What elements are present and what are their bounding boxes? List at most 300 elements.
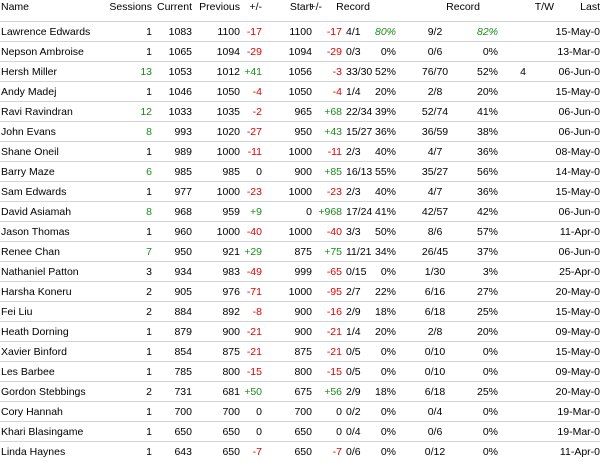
header-start-delta[interactable]: +/- bbox=[309, 1, 322, 13]
cell-sessions: 8 bbox=[146, 126, 152, 138]
cell-prev-delta: 0 bbox=[256, 426, 262, 438]
cell-start-delta: -17 bbox=[326, 26, 342, 38]
table-row[interactable] bbox=[0, 41, 600, 62]
cell-tw bbox=[504, 422, 526, 442]
cell-start: 650 bbox=[294, 426, 312, 438]
header-sessions[interactable]: Sessions bbox=[109, 1, 152, 13]
cell-record-1-pct: 0% bbox=[380, 266, 396, 278]
cell-current: 989 bbox=[174, 146, 192, 158]
cell-record-1: 0/5 bbox=[346, 366, 361, 378]
cell-sessions: 1 bbox=[146, 226, 152, 238]
cell-start-delta: -95 bbox=[326, 286, 342, 298]
cell-record-2: 76/70 bbox=[421, 66, 449, 78]
cell-previous: 1035 bbox=[216, 106, 240, 118]
cell-sessions: 13 bbox=[140, 66, 152, 78]
cell-tw bbox=[504, 122, 526, 142]
cell-name: Harsha Koneru bbox=[1, 286, 72, 298]
cell-sessions: 6 bbox=[146, 166, 152, 178]
cell-sessions: 12 bbox=[140, 106, 152, 118]
cell-start-delta: -7 bbox=[332, 446, 342, 458]
cell-last: 09-May-0 bbox=[555, 366, 600, 378]
cell-prev-delta: -27 bbox=[246, 126, 262, 138]
cell-record-1-pct: 0% bbox=[380, 446, 396, 458]
cell-record-1-pct: 39% bbox=[374, 106, 396, 118]
cell-record-1: 16/13 bbox=[346, 166, 373, 178]
cell-record-2-pct: 52% bbox=[476, 66, 498, 78]
cell-previous: 1000 bbox=[216, 226, 240, 238]
table-row[interactable] bbox=[0, 361, 600, 382]
cell-tw bbox=[504, 22, 526, 42]
cell-record-2-pct: 25% bbox=[476, 306, 498, 318]
cell-current: 884 bbox=[174, 306, 192, 318]
cell-name: Hersh Miller bbox=[1, 66, 58, 78]
cell-prev-delta: -15 bbox=[246, 366, 262, 378]
table-row[interactable] bbox=[0, 241, 600, 262]
cell-name: Heath Dorning bbox=[1, 326, 69, 338]
cell-record-1: 22/34 bbox=[346, 106, 373, 118]
cell-current: 968 bbox=[174, 206, 192, 218]
cell-last: 09-May-0 bbox=[555, 326, 600, 338]
cell-tw bbox=[504, 202, 526, 222]
table-row[interactable] bbox=[0, 341, 600, 362]
cell-last: 15-May-0 bbox=[555, 186, 600, 198]
cell-start: 950 bbox=[294, 126, 312, 138]
table-row[interactable] bbox=[0, 281, 600, 302]
cell-last: 08-May-0 bbox=[555, 146, 600, 158]
cell-current: 700 bbox=[174, 406, 192, 418]
cell-name: Khari Blasingame bbox=[1, 426, 84, 438]
cell-start-delta: -40 bbox=[326, 226, 342, 238]
cell-current: 977 bbox=[174, 186, 192, 198]
cell-current: 1065 bbox=[168, 46, 192, 58]
cell-prev-delta: 0 bbox=[256, 166, 262, 178]
table-row[interactable] bbox=[0, 141, 600, 162]
cell-current: 960 bbox=[174, 226, 192, 238]
cell-start: 800 bbox=[294, 366, 312, 378]
cell-start-delta: -11 bbox=[327, 146, 342, 158]
cell-record-2-pct: 57% bbox=[476, 226, 498, 238]
cell-start: 650 bbox=[294, 446, 312, 458]
cell-record-2-pct: 20% bbox=[476, 326, 498, 338]
cell-record-2: 0/10 bbox=[424, 346, 446, 358]
cell-record-2: 6/18 bbox=[424, 386, 446, 398]
cell-tw bbox=[504, 102, 526, 122]
cell-prev-delta: +50 bbox=[244, 386, 262, 398]
cell-record-1: 33/30 bbox=[346, 66, 373, 78]
cell-record-1: 3/3 bbox=[346, 226, 361, 238]
cell-start-delta: +75 bbox=[324, 246, 342, 258]
header-name[interactable]: Name bbox=[1, 1, 30, 13]
table-row[interactable] bbox=[0, 261, 600, 282]
cell-name: David Asiamah bbox=[1, 206, 72, 218]
cell-sessions: 2 bbox=[146, 386, 152, 398]
header-record-1[interactable]: Record bbox=[336, 1, 370, 13]
cell-prev-delta: -40 bbox=[246, 226, 262, 238]
cell-start: 675 bbox=[294, 386, 312, 398]
cell-current: 643 bbox=[174, 446, 192, 458]
cell-start: 1000 bbox=[288, 226, 312, 238]
cell-current: 934 bbox=[174, 266, 192, 278]
cell-record-1: 17/24 bbox=[346, 206, 373, 218]
cell-sessions: 1 bbox=[146, 346, 152, 358]
cell-previous: 650 bbox=[222, 446, 240, 458]
cell-last: 13-Mar-0 bbox=[557, 46, 600, 58]
cell-record-2: 36/59 bbox=[421, 126, 449, 138]
cell-record-2-pct: 27% bbox=[476, 286, 498, 298]
cell-record-1-pct: 20% bbox=[374, 86, 396, 98]
cell-name: Cory Hannah bbox=[1, 406, 63, 418]
cell-prev-delta: +41 bbox=[244, 66, 262, 78]
cell-start: 1000 bbox=[288, 286, 312, 298]
cell-sessions: 1 bbox=[146, 406, 152, 418]
cell-tw bbox=[504, 282, 526, 302]
cell-record-2: 4/7 bbox=[427, 186, 443, 198]
cell-record-1-pct: 20% bbox=[374, 326, 396, 338]
cell-record-2-pct: 0% bbox=[482, 46, 498, 58]
cell-start-delta: -15 bbox=[326, 366, 342, 378]
cell-name: Barry Maze bbox=[1, 166, 55, 178]
cell-previous: 650 bbox=[222, 426, 240, 438]
cell-start: 1050 bbox=[288, 86, 312, 98]
cell-name: Nathaniel Patton bbox=[1, 266, 79, 278]
cell-previous: 1100 bbox=[217, 26, 240, 38]
cell-start-delta: -4 bbox=[332, 86, 342, 98]
cell-record-2: 0/12 bbox=[424, 446, 446, 458]
cell-last: 15-May-0 bbox=[555, 346, 600, 358]
cell-name: John Evans bbox=[1, 126, 56, 138]
cell-prev-delta: +9 bbox=[250, 206, 262, 218]
cell-start: 900 bbox=[294, 326, 312, 338]
cell-record-1: 1/4 bbox=[346, 326, 361, 338]
cell-tw bbox=[504, 402, 526, 422]
cell-sessions: 1 bbox=[146, 446, 152, 458]
header-last[interactable]: Last bbox=[580, 1, 600, 13]
cell-record-1-pct: 40% bbox=[374, 186, 396, 198]
cell-previous: 681 bbox=[222, 386, 240, 398]
cell-record-1: 0/15 bbox=[346, 266, 367, 278]
cell-record-2-pct: 20% bbox=[476, 86, 498, 98]
cell-record-2-pct: 41% bbox=[476, 106, 498, 118]
table-row[interactable] bbox=[0, 221, 600, 242]
cell-previous: 959 bbox=[222, 206, 240, 218]
cell-previous: 875 bbox=[222, 346, 240, 358]
cell-record-1-pct: 40% bbox=[374, 146, 396, 158]
cell-record-1: 15/27 bbox=[346, 126, 373, 138]
cell-record-2: 26/45 bbox=[421, 246, 449, 258]
cell-record-2-pct: 36% bbox=[476, 146, 498, 158]
cell-record-2-pct: 0% bbox=[482, 446, 498, 458]
cell-sessions: 1 bbox=[146, 46, 152, 58]
cell-tw bbox=[504, 262, 526, 282]
header-previous[interactable]: Previous bbox=[199, 1, 240, 13]
cell-record-2: 0/10 bbox=[424, 366, 446, 378]
cell-record-1-pct: 52% bbox=[374, 66, 396, 78]
cell-sessions: 1 bbox=[146, 26, 152, 38]
cell-previous: 1020 bbox=[216, 126, 240, 138]
cell-start: 900 bbox=[294, 306, 312, 318]
cell-record-2: 1/30 bbox=[424, 266, 446, 278]
cell-record-2: 8/6 bbox=[427, 226, 443, 238]
cell-tw bbox=[504, 362, 526, 382]
cell-start: 1056 bbox=[288, 66, 312, 78]
cell-prev-delta: 0 bbox=[256, 406, 262, 418]
cell-record-2: 0/6 bbox=[427, 46, 443, 58]
cell-current: 1083 bbox=[168, 26, 192, 38]
table-row[interactable] bbox=[0, 421, 600, 442]
cell-prev-delta: -4 bbox=[252, 86, 262, 98]
header-prev-delta[interactable]: +/- bbox=[249, 1, 262, 13]
cell-record-1: 2/9 bbox=[346, 306, 361, 318]
cell-prev-delta: -17 bbox=[246, 26, 262, 38]
cell-prev-delta: -7 bbox=[252, 446, 262, 458]
cell-name: Fei Liu bbox=[1, 306, 33, 318]
cell-record-1: 4/1 bbox=[346, 26, 361, 38]
cell-record-2-pct: 37% bbox=[476, 246, 498, 258]
cell-prev-delta: -21 bbox=[246, 346, 262, 358]
cell-start: 1094 bbox=[288, 46, 312, 58]
cell-name: Lawrence Edwards bbox=[1, 26, 91, 38]
cell-tw bbox=[504, 442, 526, 462]
cell-current: 1033 bbox=[168, 106, 192, 118]
cell-current: 731 bbox=[174, 386, 192, 398]
cell-name: Jason Thomas bbox=[1, 226, 70, 238]
cell-record-2-pct: 38% bbox=[476, 126, 498, 138]
cell-prev-delta: -2 bbox=[252, 106, 262, 118]
table-row[interactable] bbox=[0, 301, 600, 322]
cell-start-delta: 0 bbox=[336, 406, 342, 418]
cell-prev-delta: +29 bbox=[244, 246, 262, 258]
cell-record-2-pct: 56% bbox=[476, 166, 498, 178]
cell-current: 1046 bbox=[168, 86, 192, 98]
cell-record-2-pct: 0% bbox=[482, 366, 498, 378]
cell-last: 19-Mar-0 bbox=[557, 406, 600, 418]
cell-last: 11-Apr-0 bbox=[559, 226, 600, 238]
cell-name: Shane Oneil bbox=[1, 146, 59, 158]
cell-record-1: 0/6 bbox=[346, 446, 361, 458]
cell-sessions: 2 bbox=[146, 306, 152, 318]
cell-previous: 700 bbox=[222, 406, 240, 418]
cell-sessions: 1 bbox=[146, 146, 152, 158]
cell-record-1: 2/3 bbox=[346, 186, 361, 198]
cell-record-1-pct: 0% bbox=[380, 346, 396, 358]
table-row[interactable] bbox=[0, 81, 600, 102]
cell-record-1: 2/7 bbox=[346, 286, 361, 298]
table-row[interactable] bbox=[0, 441, 600, 462]
cell-name: Linda Haynes bbox=[1, 446, 66, 458]
cell-record-2-pct: 0% bbox=[482, 406, 498, 418]
cell-sessions: 1 bbox=[146, 326, 152, 338]
cell-name: Nepson Ambroise bbox=[1, 46, 84, 58]
table-row[interactable] bbox=[0, 181, 600, 202]
cell-start: 1100 bbox=[289, 26, 312, 38]
cell-record-1-pct: 55% bbox=[374, 166, 396, 178]
cell-last: 06-Jun-0 bbox=[558, 206, 600, 218]
cell-current: 854 bbox=[174, 346, 192, 358]
cell-prev-delta: -71 bbox=[246, 286, 262, 298]
cell-start-delta: -29 bbox=[326, 46, 342, 58]
table-row[interactable] bbox=[0, 161, 600, 182]
cell-start-delta: +43 bbox=[324, 126, 342, 138]
table-row[interactable] bbox=[0, 61, 600, 82]
cell-record-1: 11/21 bbox=[346, 246, 372, 258]
cell-last: 06-Jun-0 bbox=[558, 246, 600, 258]
cell-record-1: 0/5 bbox=[346, 346, 361, 358]
cell-start: 965 bbox=[294, 106, 312, 118]
cell-start: 900 bbox=[294, 166, 312, 178]
cell-start-delta: +85 bbox=[324, 166, 342, 178]
cell-record-2: 9/2 bbox=[427, 26, 443, 38]
cell-last: 19-Mar-0 bbox=[557, 426, 600, 438]
cell-start: 0 bbox=[306, 206, 312, 218]
cell-record-1: 2/3 bbox=[346, 146, 361, 158]
cell-prev-delta: -8 bbox=[252, 306, 262, 318]
cell-name: Gordon Stebbings bbox=[1, 386, 86, 398]
cell-tw bbox=[504, 182, 526, 202]
cell-start: 875 bbox=[294, 246, 312, 258]
cell-record-2-pct: 25% bbox=[476, 386, 498, 398]
cell-record-2: 4/7 bbox=[427, 146, 443, 158]
cell-previous: 1012 bbox=[216, 66, 240, 78]
cell-name: Sam Edwards bbox=[1, 186, 67, 198]
cell-sessions: 1 bbox=[146, 426, 152, 438]
cell-prev-delta: -21 bbox=[246, 326, 262, 338]
cell-previous: 800 bbox=[222, 366, 240, 378]
cell-record-1-pct: 0% bbox=[380, 426, 396, 438]
cell-record-2-pct: 0% bbox=[482, 346, 498, 358]
cell-record-1-pct: 80% bbox=[374, 26, 396, 38]
cell-name: Les Barbee bbox=[1, 366, 55, 378]
cell-sessions: 7 bbox=[146, 246, 152, 258]
cell-prev-delta: -23 bbox=[246, 186, 262, 198]
cell-record-1-pct: 18% bbox=[374, 306, 396, 318]
cell-record-1: 0/3 bbox=[346, 46, 361, 58]
header-row bbox=[0, 0, 600, 17]
cell-last: 25-Apr-0 bbox=[559, 266, 600, 278]
table-row[interactable] bbox=[0, 201, 600, 222]
cell-last: 15-May-0 bbox=[555, 86, 600, 98]
cell-tw bbox=[504, 42, 526, 62]
cell-record-1: 2/9 bbox=[346, 386, 361, 398]
cell-start-delta: -65 bbox=[326, 266, 342, 278]
cell-current: 985 bbox=[174, 166, 192, 178]
cell-tw bbox=[504, 142, 526, 162]
cell-name: Andy Madej bbox=[1, 86, 57, 98]
cell-current: 993 bbox=[174, 126, 192, 138]
cell-record-2: 6/16 bbox=[424, 286, 446, 298]
cell-record-1-pct: 18% bbox=[374, 386, 396, 398]
cell-record-1-pct: 0% bbox=[380, 406, 396, 418]
cell-sessions: 1 bbox=[146, 86, 152, 98]
cell-previous: 921 bbox=[222, 246, 240, 258]
cell-record-2-pct: 36% bbox=[476, 186, 498, 198]
cell-current: 650 bbox=[174, 426, 192, 438]
cell-tw bbox=[504, 162, 526, 182]
header-start[interactable]: Start bbox=[289, 1, 312, 13]
cell-name: Ravi Ravindran bbox=[1, 106, 73, 118]
cell-start: 999 bbox=[294, 266, 312, 278]
table-row[interactable] bbox=[0, 101, 600, 122]
cell-last: 14-May-0 bbox=[555, 166, 600, 178]
cell-record-1: 0/2 bbox=[346, 406, 361, 418]
cell-current: 950 bbox=[174, 246, 192, 258]
cell-record-1-pct: 22% bbox=[374, 286, 396, 298]
cell-record-2-pct: 0% bbox=[482, 426, 498, 438]
cell-previous: 892 bbox=[222, 306, 240, 318]
cell-record-2-pct: 42% bbox=[476, 206, 498, 218]
cell-sessions: 1 bbox=[146, 366, 152, 378]
cell-record-1-pct: 36% bbox=[374, 126, 396, 138]
cell-last: 15-May-0 bbox=[555, 26, 600, 38]
cell-name: Renee Chan bbox=[1, 246, 60, 258]
cell-record-2-pct: 82% bbox=[476, 26, 498, 38]
cell-record-2: 2/8 bbox=[427, 86, 443, 98]
cell-record-2: 6/18 bbox=[424, 306, 446, 318]
table-row[interactable] bbox=[0, 321, 600, 342]
cell-start: 1000 bbox=[288, 186, 312, 198]
cell-last: 06-Jun-0 bbox=[558, 66, 600, 78]
cell-start-delta: -21 bbox=[326, 326, 342, 338]
table-row[interactable] bbox=[0, 21, 600, 42]
cell-previous: 900 bbox=[222, 326, 240, 338]
cell-record-2: 52/74 bbox=[421, 106, 449, 118]
cell-tw bbox=[504, 242, 526, 262]
cell-prev-delta: -11 bbox=[247, 146, 262, 158]
table-row[interactable] bbox=[0, 401, 600, 422]
cell-last: 06-Jun-0 bbox=[558, 106, 600, 118]
cell-record-2: 0/4 bbox=[427, 406, 443, 418]
cell-record-2: 42/57 bbox=[421, 206, 449, 218]
cell-start: 1000 bbox=[288, 146, 312, 158]
cell-record-2: 35/27 bbox=[421, 166, 449, 178]
table-row[interactable] bbox=[0, 381, 600, 402]
cell-current: 785 bbox=[174, 366, 192, 378]
cell-last: 15-May-0 bbox=[555, 306, 600, 318]
header-tw[interactable]: T/W bbox=[534, 1, 554, 13]
cell-record-1: 1/4 bbox=[346, 86, 361, 98]
cell-record-2: 0/6 bbox=[427, 426, 443, 438]
cell-sessions: 3 bbox=[146, 266, 152, 278]
header-current[interactable]: Current bbox=[156, 1, 192, 13]
cell-start: 700 bbox=[294, 406, 312, 418]
cell-name: Xavier Binford bbox=[1, 346, 67, 358]
cell-start: 875 bbox=[294, 346, 312, 358]
cell-tw bbox=[504, 322, 526, 342]
cell-previous: 1050 bbox=[216, 86, 240, 98]
cell-previous: 976 bbox=[222, 286, 240, 298]
cell-start-delta: -16 bbox=[326, 306, 342, 318]
cell-tw: 4 bbox=[520, 66, 526, 78]
cell-tw bbox=[504, 342, 526, 362]
table-row[interactable] bbox=[0, 121, 600, 142]
cell-start-delta: -3 bbox=[332, 66, 342, 78]
cell-prev-delta: -29 bbox=[246, 46, 262, 58]
cell-record-1: 0/4 bbox=[346, 426, 361, 438]
cell-sessions: 8 bbox=[146, 206, 152, 218]
cell-prev-delta: -49 bbox=[246, 266, 262, 278]
cell-previous: 983 bbox=[222, 266, 240, 278]
cell-record-1-pct: 0% bbox=[380, 46, 396, 58]
cell-tw bbox=[504, 302, 526, 322]
cell-last: 06-Jun-0 bbox=[558, 126, 600, 138]
header-record-2[interactable]: Record bbox=[446, 1, 480, 13]
cell-last: 20-May-0 bbox=[555, 286, 600, 298]
cell-record-1-pct: 50% bbox=[374, 226, 396, 238]
cell-last: 20-May-0 bbox=[555, 386, 600, 398]
cell-sessions: 1 bbox=[146, 186, 152, 198]
cell-previous: 1094 bbox=[216, 46, 240, 58]
cell-start-delta: +56 bbox=[324, 386, 342, 398]
cell-record-2: 2/8 bbox=[427, 326, 443, 338]
